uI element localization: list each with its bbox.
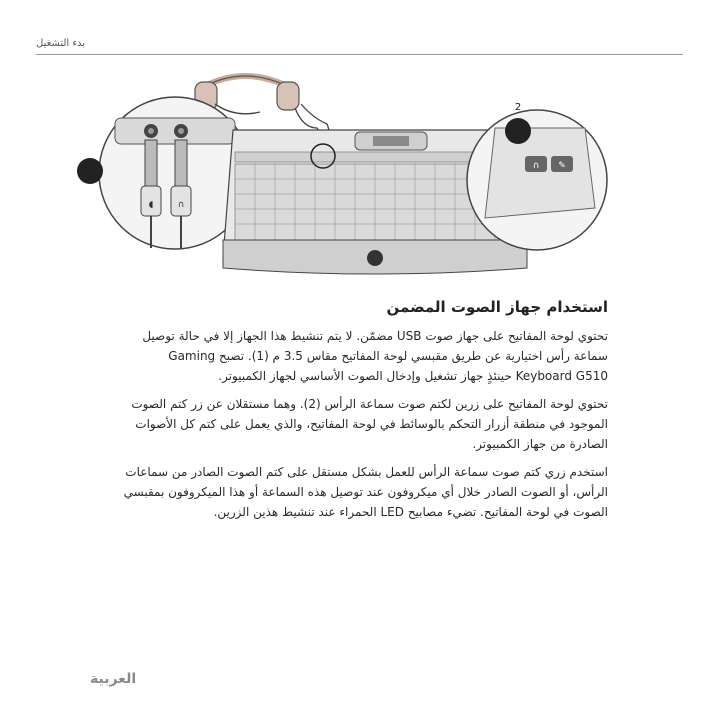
callout-1-number: 1 [86, 167, 94, 178]
keyboard-headset-illustration [55, 68, 615, 290]
header-divider [36, 54, 683, 55]
header-label: بدء التشغيل [36, 38, 86, 49]
svg-text:∩: ∩ [177, 200, 185, 210]
footer-language-label: العربية [90, 671, 137, 687]
content-section [118, 298, 608, 530]
section-title: استخدام جهاز الصوت المضمن [386, 298, 608, 316]
paragraph-3: استخدم زري كتم صوت سماعة الرأس للعمل بشكل مستقل على كتم الصوت الصادر من سماعات الرأس، أو الصوت الصادر خلال أي ميكروفون عند توصيل هذه السماعة أو هذا الميكروفون بمقبسي الصوت في لوحة المفاتيح. تضيء مصابيح LED الحمراء عند تنشيط هذين الزرين. [123, 465, 608, 519]
paragraph-1: تحتوي لوحة المفاتيح على جهاز صوت USB مضمّن. لا يتم تنشيط هذا الجهاز إلا في حالة توصيل سماعة رأس اختيارية عن طريق مقبسي لوحة المفاتيح مقاس 3.5 م (1). تصبح Gaming Keyboard G510 حينئذٍ جهاز تشغيل وإدخال الصوت الأساسي لجهاز الكمبيوتر. [142, 329, 608, 383]
svg-text:✎: ✎ [558, 161, 566, 171]
callout-2-number: 2 [514, 102, 522, 113]
callout-2-marker [505, 118, 531, 144]
svg-text:∩: ∩ [532, 161, 540, 171]
paragraph-2: تحتوي لوحة المفاتيح على زرين لكتم صوت سماعة الرأس (2). وهما مستقلان عن زر كتم الصوت الموجود في منطقة أزرار التحكم بالوسائط في لوحة المفاتيح، والذي يعمل على كتم كل الأصوات الصادرة من جهاز الكمبيوتر. [131, 397, 608, 451]
svg-text:◖: ◖ [148, 200, 154, 210]
mute-buttons-detail [467, 110, 607, 250]
